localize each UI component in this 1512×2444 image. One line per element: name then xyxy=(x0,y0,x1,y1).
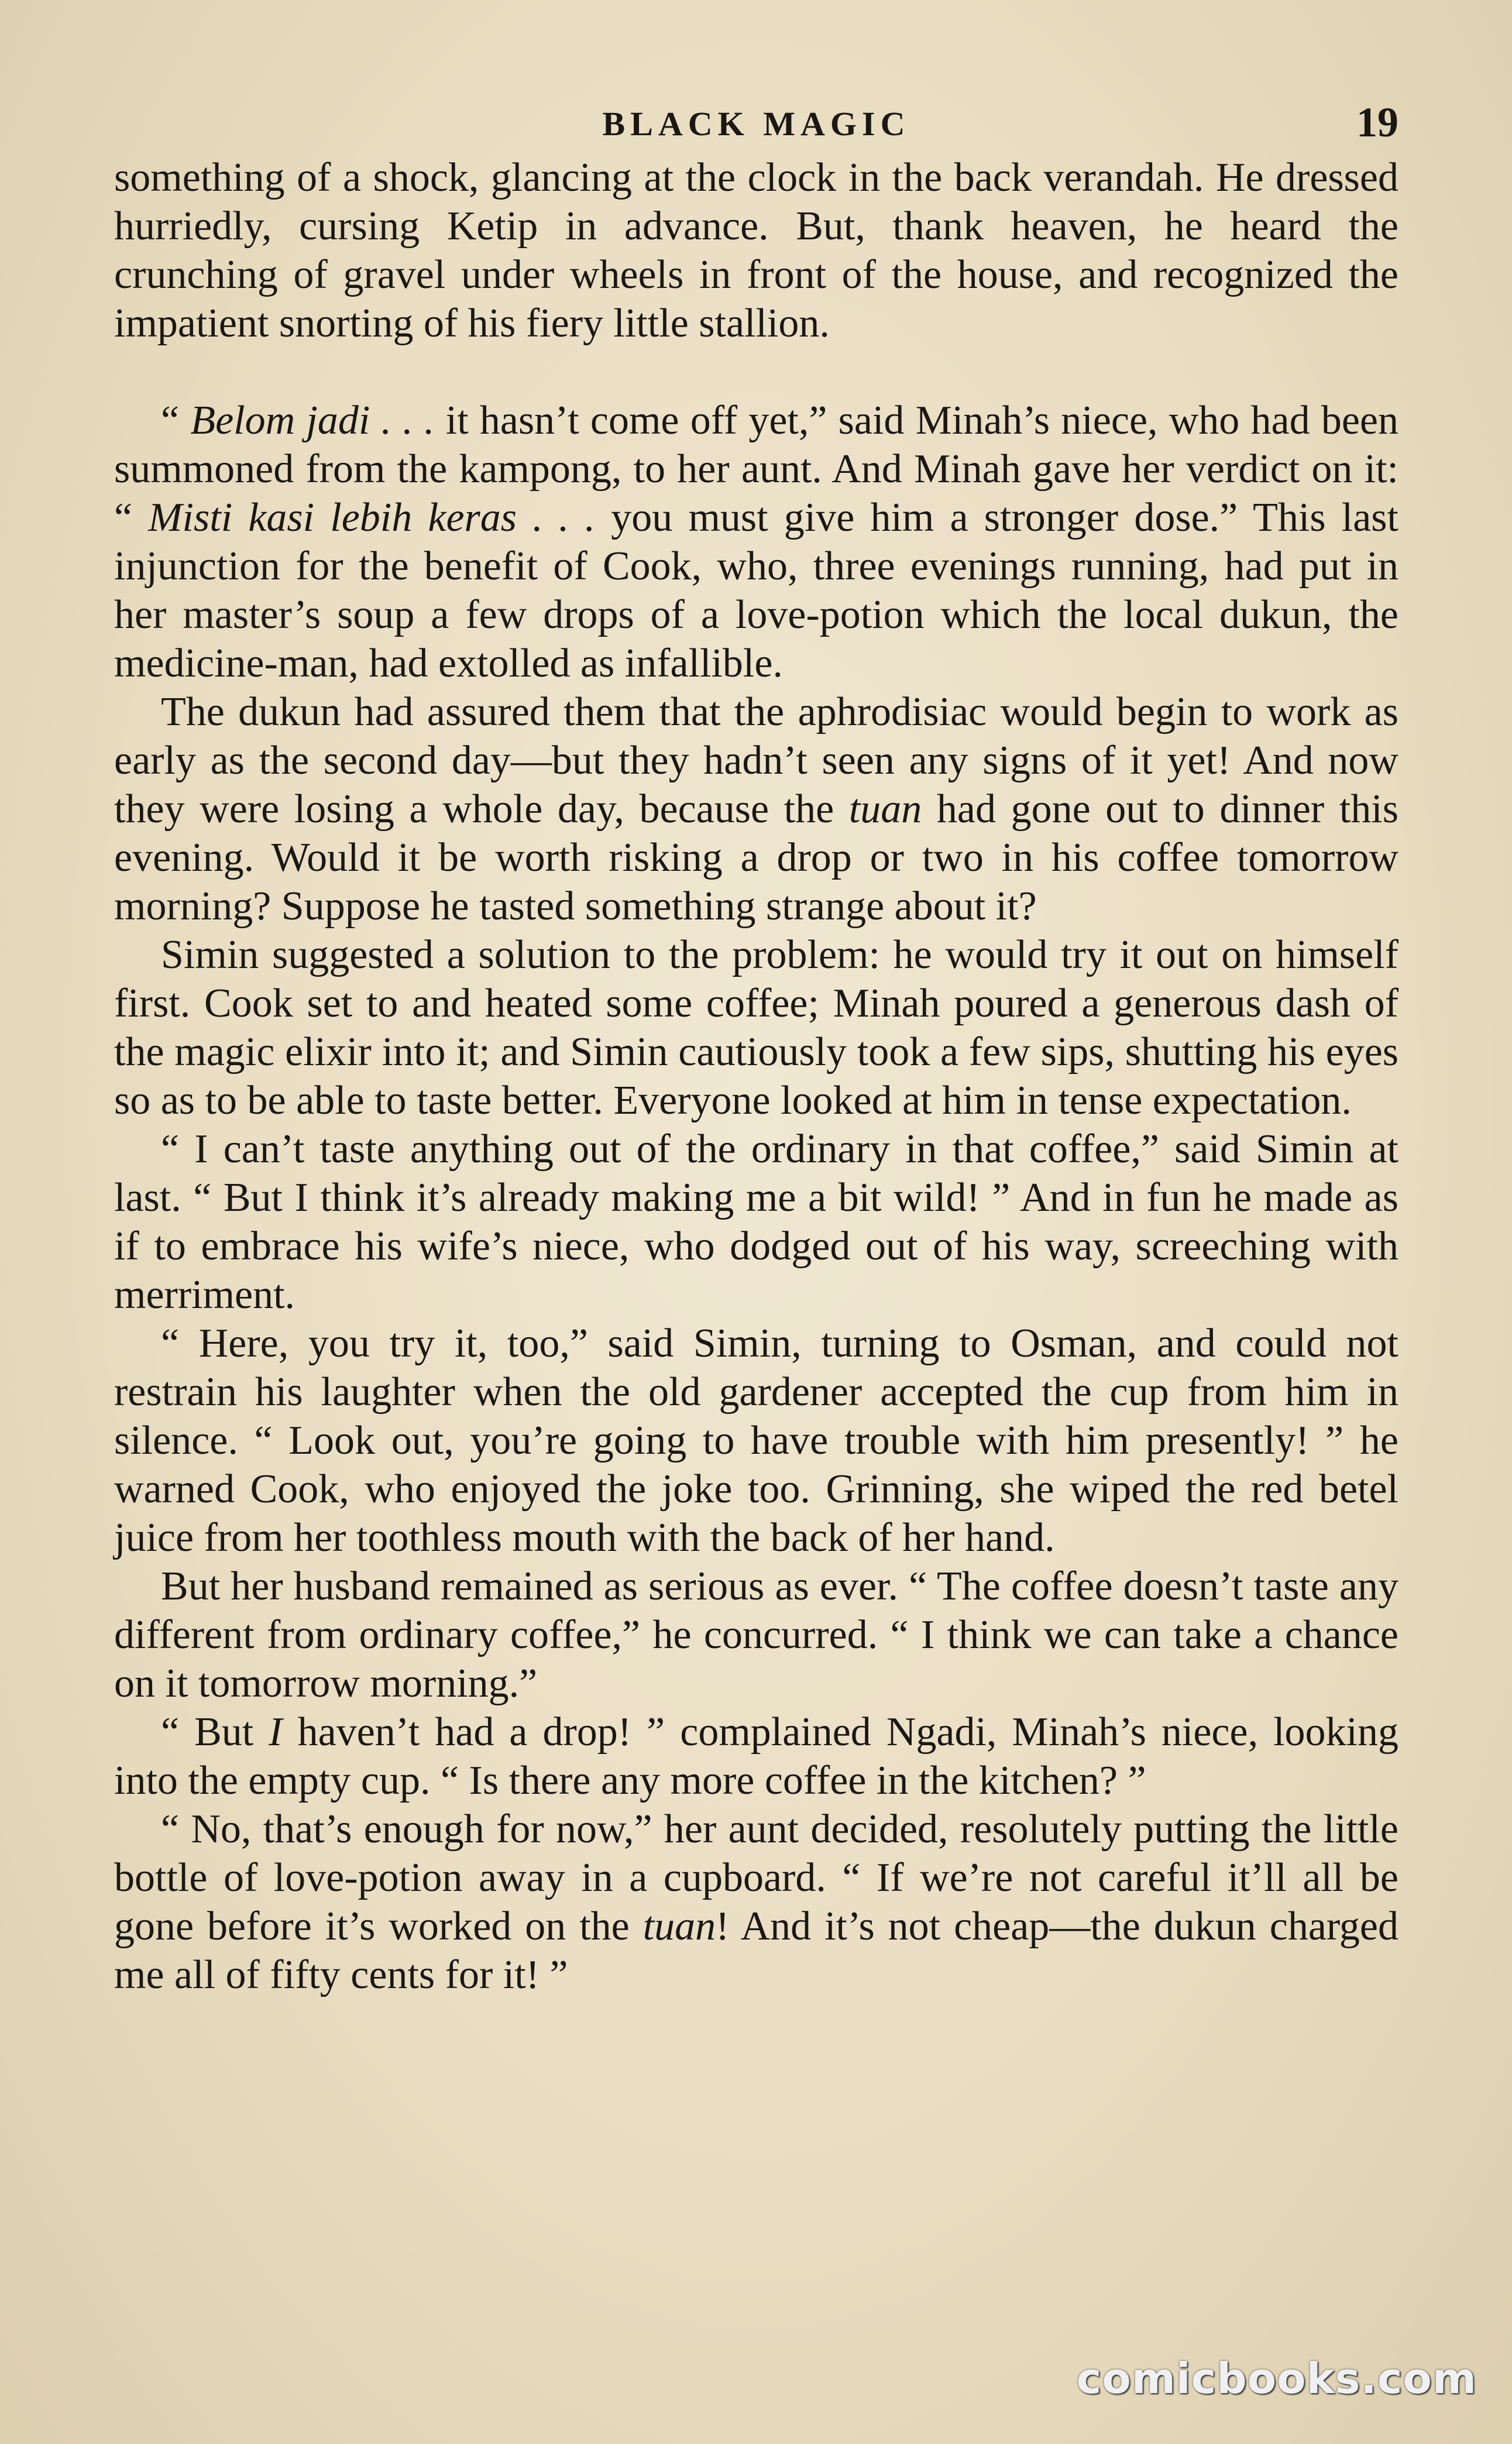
paragraph-4: Simin suggested a solution to the problem: he would try it out on himself first. Cook set to and heated some coffee; Minah poured a generous dash of the magic elixir into it; and Simin cautiously took a few sips, shutting his eyes so as to be able to taste better. Everyone looked at him in tense expectation. xyxy=(114,932,1398,1123)
italic-run: tuan xyxy=(848,787,922,832)
italic-run: tuan xyxy=(642,1904,716,1949)
text-run: The dukun had assured them that the aphrodisiac would begin to work as early as the second day—but they hadn’t seen any signs of it yet! And now they were losing a whole day, because the xyxy=(114,689,1398,832)
text-run: you must give him a stronger dose.” This last injunction for the benefit of Cook, who, three evenings running, had put in her master’s soup a few drops of a love-potion which the local dukun, the medicine-man, had extolled as infallible. xyxy=(114,495,1398,686)
page-header xyxy=(114,99,1398,151)
text-run: “ But xyxy=(161,1710,269,1755)
paragraph-6: “ Here, you try it, too,” said Simin, turning to Osman, and could not restrain his laughter when the old gardener accepted the cup from him in silence. “ Look out, you’re going to have trouble with him presently! ” he warned Cook, who enjoyed the joke too. Grinning, she wiped the red betel juice from her toothless mouth with the back of her hand. xyxy=(114,1321,1398,1560)
text-run: had gone out to dinner this evening. Would it be worth risking a drop or two in his coffee tomorrow morning? Suppose he tasted something strange about it? xyxy=(114,787,1398,929)
paragraph-3 xyxy=(114,688,1398,931)
body-text xyxy=(114,153,1398,1999)
paragraph-1: something of a shock, glancing at the clock in the back verandah. He dressed hurriedly, cursing Ketip in advance. But, thank heaven, he heard the crunching of gravel under wheels in front of the house, and recognized the impatient snorting of his fiery little stallion. xyxy=(114,155,1398,346)
paragraph-8 xyxy=(114,1708,1398,1805)
paragraph-2 xyxy=(114,396,1398,688)
italic-run: Misti kasi lebih keras . . . xyxy=(148,495,596,540)
page-number: 19 xyxy=(1356,99,1398,146)
running-head: BLACK MAGIC xyxy=(602,105,910,143)
italic-run: Belom jadi . . . xyxy=(190,398,435,443)
paragraph-5: “ I can’t taste anything out of the ordinary in that coffee,” said Simin at last. “ But I think it’s already making me a bit wild! ” And in fun he made as if to embrace his wife’s niece, who dodged out of his way, screeching with merriment. xyxy=(114,1127,1398,1317)
italic-run: I xyxy=(269,1710,283,1755)
paragraph-9 xyxy=(114,1805,1398,1999)
text-run: “ No, that’s enough for now,” her aunt decided, resolutely putting the little bottle of love-potion away in a cupboard. “ If we’re not careful it’ll all be gone before it’s worked on the xyxy=(114,1807,1398,1949)
paragraph-7: But her husband remained as serious as ever. “ The coffee doesn’t taste any different from ordinary coffee,” he concurred. “ I think we can take a chance on it tomorrow morning.” xyxy=(114,1564,1398,1706)
text-run: haven’t had a drop! ” complained Ngadi, Minah’s niece, looking into the empty cup. “ Is there any more coffee in the kitchen? ” xyxy=(114,1710,1398,1803)
text-run: ! And it’s not cheap—the dukun charged me all of fifty cents for it! ” xyxy=(114,1904,1398,1997)
text-run: it hasn’t come off yet,” said Minah’s niece, who had been summoned from the kampong, to her aunt. And Minah gave her verdict on it: “ xyxy=(114,398,1398,540)
watermark: comicbooks.com xyxy=(1076,2354,1477,2403)
text-run: “ xyxy=(161,398,191,443)
